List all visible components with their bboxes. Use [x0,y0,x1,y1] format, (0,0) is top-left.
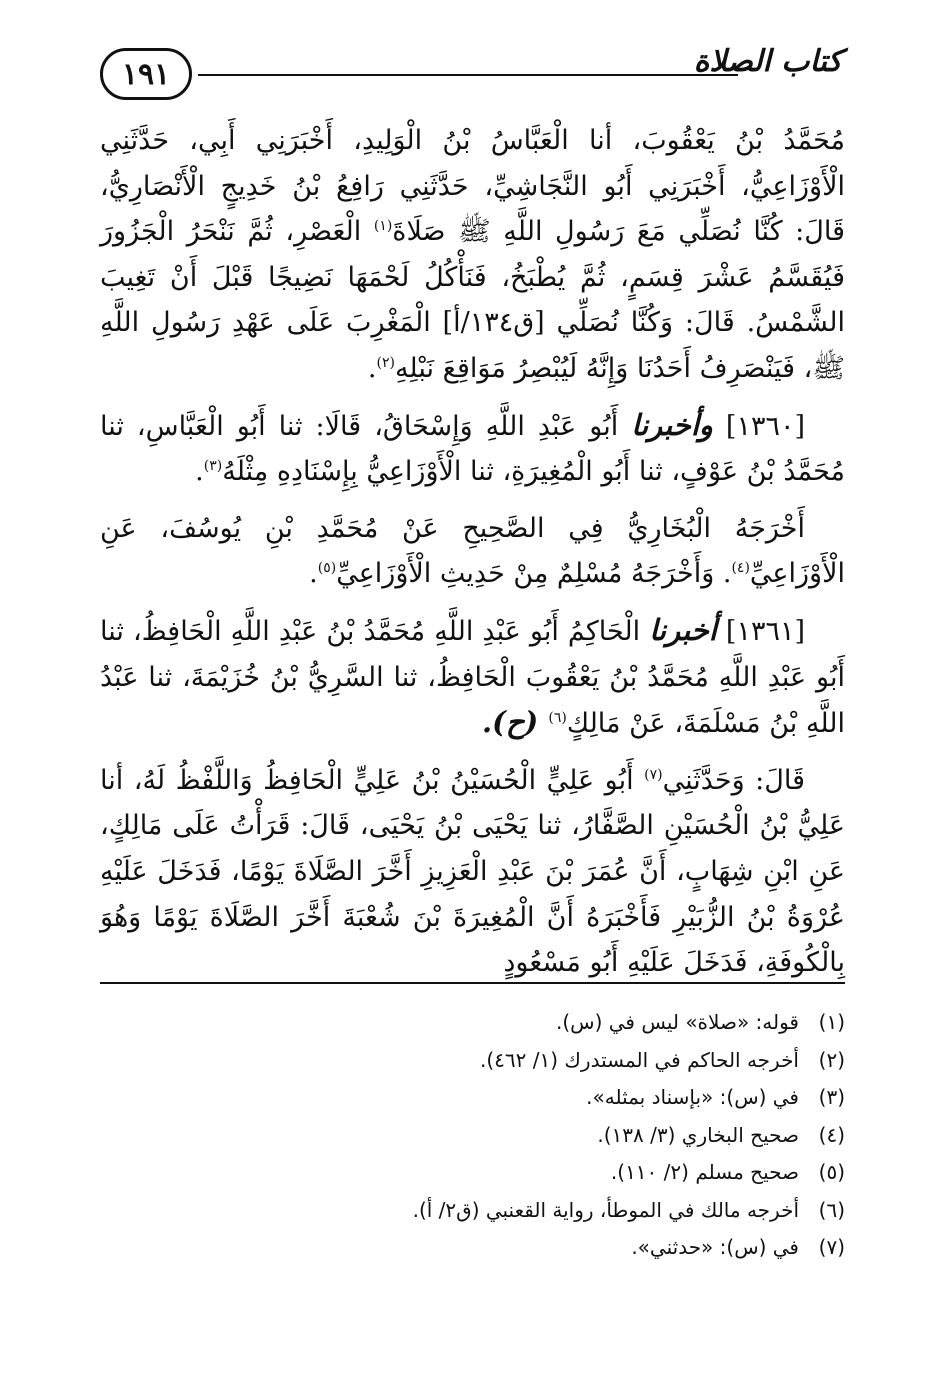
footnote-ref-1: (١) [373,218,393,235]
footnote-1 [145,1004,845,1042]
running-title: كتاب الصلاة [693,44,842,79]
text-segment: مُحَمَّدُ بْنُ يَعْقُوبَ، أنا الْعَبَّاسُ بْنُ الْوَلِيدِ، أَخْبَرَنِي أَبِي، حَدَّثَنِي الْأَوْزَاعِيُّ، أَخْبَرَنِي أَبُو النَّجَاشِيِّ، حَدَّثَنِي رَافِعُ بْنُ خَدِيجٍ الْأَنْصَارِيُّ، قَالَ: كُنَّا نُصَلِّي مَعَ رَسُولِ اللَّهِ ﷺ صَلَاةَ [100,125,846,248]
keyword-akhbarana: أخبرنا [649,612,717,647]
footnote-text: في (س): «حدثني». [631,1235,799,1259]
footnote-ref-3: (٣) [203,458,223,475]
footnote-separator [100,982,845,984]
footnote-ref-7: (٧) [644,766,663,783]
footnote-number: (٤) [818,1122,845,1147]
text-segment: . [309,558,318,590]
text-segment: . [367,352,377,384]
footnote-text: أخرجه الحاكم في المستدرك (١/ ٤٦٢). [480,1047,799,1072]
text-segment: قَالَ: وَحَدَّثَنِي [662,764,805,796]
footnote-6 [145,1192,845,1230]
footnote-ref-6: (٦) [548,710,567,727]
footnote-text: صحيح البخاري (٣/ ١٣٨). [597,1122,799,1147]
text-segment: أَبُو عَلِيٍّ الْحُسَيْنُ بْنُ عَلِيٍّ الْحَافِظُ وَاللَّفْظُ لَهُ، أنا عَلِيُّ بْنُ الْحُسَيْنِ الصَّفَّارُ، ثنا يَحْيَى بْنُ يَحْيَى، قَالَ: قَرَأْتُ عَلَى مَالِكٍ، عَنِ ابْنِ شِهَابٍ، أَنَّ عُمَرَ بْنَ عَبْدِ الْعَزِيزِ أَخَّرَ الصَّلَاةَ يَوْمًا، فَدَخَلَ عَلَيْهِ عُرْوَةُ بْنُ الزُّبَيْرِ فَأَخْبَرَهُ أَنَّ الْمُغِيرَةَ بْنَ شُعْبَةَ أَخَّرَ الصَّلَاةَ يَوْمًا وَهُوَ بِالْكُوفَةِ، فَدَخَلَ عَلَيْهِ أَبُو مَسْعُودٍ [100,764,845,979]
footnote-text: في (س): «بإسناد بمثله». [586,1085,799,1109]
footnote-7 [145,1229,845,1267]
footnote-3 [145,1079,845,1117]
footnote-ref-2: (٢) [376,354,395,371]
hadith-number: [١٣٦١] [716,615,805,647]
footnote-5 [145,1154,845,1192]
page-number: ١٩١ [100,48,192,100]
paragraph-1360 [100,403,845,495]
text-segment: . وَأَخْرَجَهُ مُسْلِمٌ مِنْ حَدِيثِ الْأَوْزَاعِيِّ [336,558,732,590]
tahwil-symbol: (ح). [482,705,549,740]
footnote-text: قوله: «صلاة» ليس في (س). [556,1010,799,1034]
footnote-text: أخرجه مالك في الموطأ، رواية القعنبي (ق٢/ أ). [412,1197,799,1222]
page-header [100,44,842,104]
footnote-number: (٥) [818,1160,845,1184]
header-rule [198,74,738,76]
text-segment: الْحَاكِمُ أَبُو عَبْدِ اللَّهِ مُحَمَّدُ بْنُ عَبْدِ اللَّهِ الْحَافِظُ، ثنا أَبُو عَبْدِ اللَّهِ مُحَمَّدُ بْنُ يَعْقُوبَ الْحَافِظُ، ثنا السَّرِيُّ بْنُ خُزَيْمَةَ، ثنا عَبْدُ اللَّهِ بْنُ مَسْلَمَةَ، عَنْ مَالِكٍ [100,615,845,740]
paragraph-1361 [100,608,845,747]
footnote-number: (١) [818,1010,845,1034]
footnote-2 [145,1042,845,1080]
keyword-akhbarana: وأخبرنا [631,407,713,442]
footnotes [145,1004,845,1267]
footnote-ref-5: (٥) [317,560,337,577]
text-segment: الْعَصْرِ، ثُمَّ نَنْحَرُ الْجَزُورَ فَيُقَسَّمُ عَشْرَ قِسَمٍ، ثُمَّ يُطْبَخُ، فَنَأْكُلُ لَحْمَهَا نَضِيجًا قَبْلَ أَنْ تَغِيبَ الشَّمْسُ. قَالَ: وَكُنَّا نُصَلِّي [ق١٣٤/أ] الْمَغْرِبَ عَلَى عَهْدِ رَسُولِ اللَّهِ ﷺ، فَيَنْصَرِفُ أَحَدُنَا وَإِنَّهُ لَيُبْصِرُ مَوَاقِعَ نَبْلِهِ [100,216,846,384]
footnote-number: (٣) [818,1085,845,1109]
text-segment: . [195,456,204,488]
footnote-4 [145,1117,845,1155]
hadith-number: [١٣٦٠] [712,410,805,442]
footnote-number: (٢) [818,1047,845,1072]
main-text [100,118,845,986]
text-segment: أَبُو عَبْدِ اللَّهِ وَإِسْحَاقُ، قَالَا: ثنا أَبُو الْعَبَّاسِ، ثنا مُحَمَّدُ بْنُ عَوْفٍ، ثنا أَبُو الْمُغِيرَةِ، ثنا الْأَوْزَاعِيُّ بِإِسْنَادِهِ مِثْلَهُ [100,410,845,488]
paragraph-qala [100,758,845,986]
footnote-number: (٦) [818,1197,845,1222]
footnote-number: (٧) [818,1235,845,1259]
paragraph-hadith-continuation [100,118,845,392]
text-segment: أَخْرَجَهُ الْبُخَارِيُّ فِي الصَّحِيحِ عَنْ مُحَمَّدِ بْنِ يُوسُفَ، عَنِ الْأَوْزَاعِيِّ [100,512,845,590]
paragraph-takhrij [100,506,845,597]
footnote-text: صحيح مسلم (٢/ ١١٠). [610,1160,799,1184]
footnote-ref-4: (٤) [731,560,750,577]
